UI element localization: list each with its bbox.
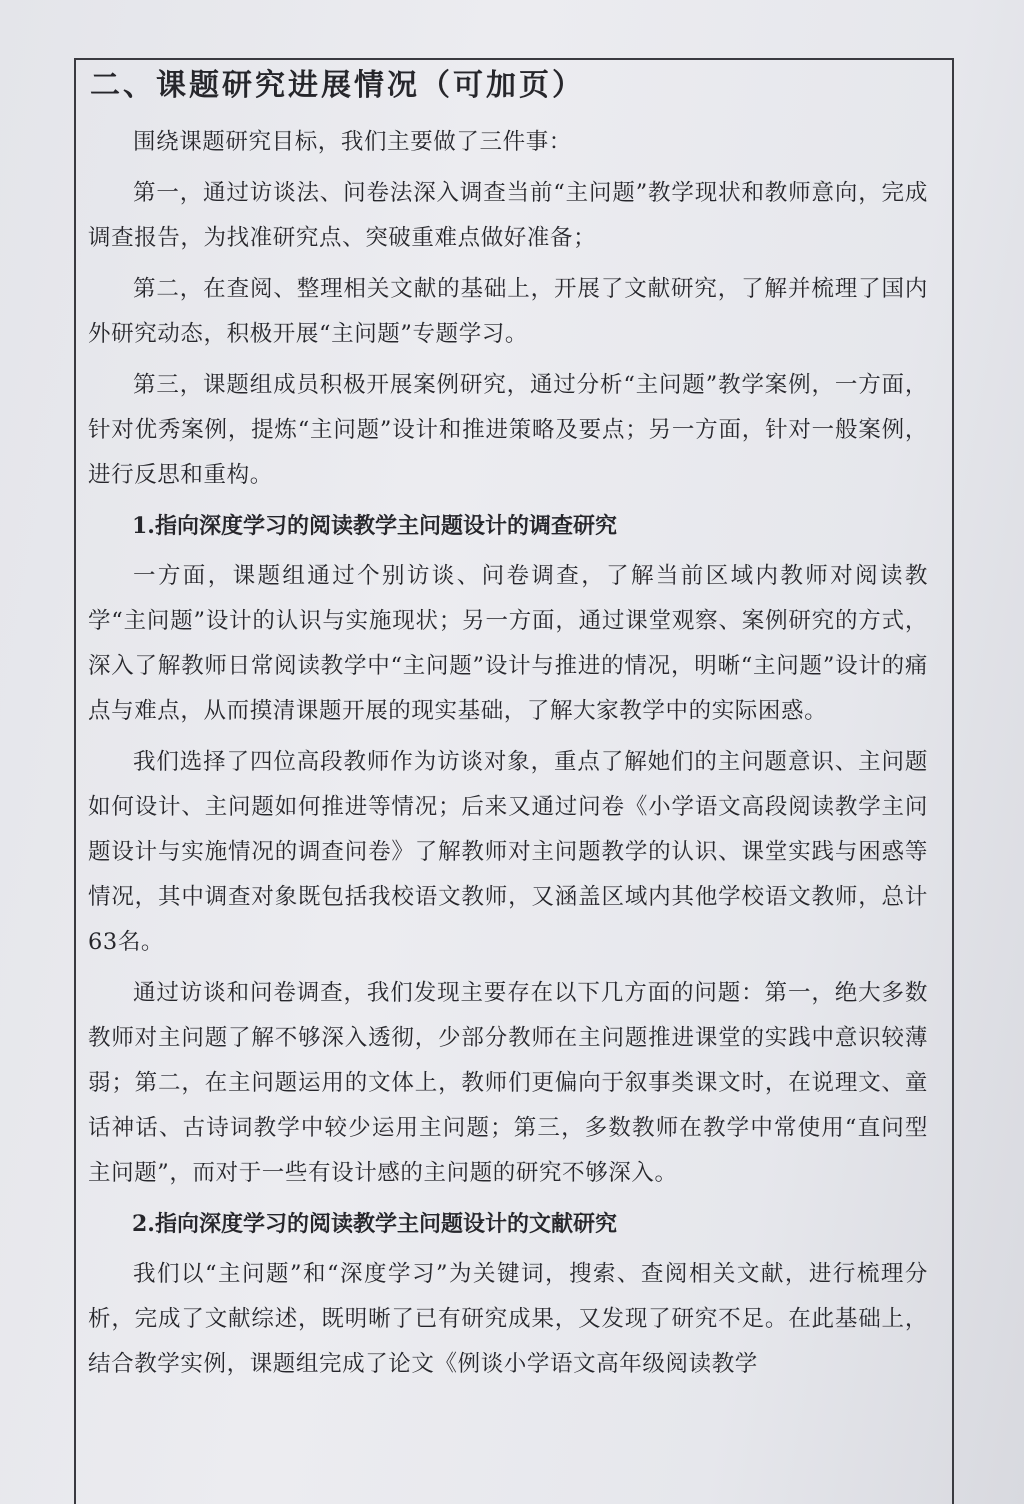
- subsection-2-paragraph: 我们以“主问题”和“深度学习”为关键词，搜索、查阅相关文献，进行梳理分析，完成了文献综述，既明晰了已有研究成果，又发现了研究不足。在此基础上，结合教学实例，课题组完成了论文《例谈小学语文高年级阅读教学: [88, 1261, 928, 1377]
- subsection-1-title: 1.指向深度学习的阅读教学主问题设计的调查研究: [132, 513, 617, 539]
- subsection-1-paragraph: 我们选择了四位高段教师作为访谈对象，重点了解她们的主问题意识、主问题如何设计、主问题如何推进等情况；后来又通过问卷《小学语文高段阅读教学主问题设计与实施情况的调查问卷》了解教师对主问题教学的认识、课堂实践与困惑等情况，其中调查对象既包括我校语文教师，又涵盖区域内其他学校语文教师，总计63名。: [88, 749, 928, 955]
- third-task-paragraph: 第三，课题组成员积极开展案例研究，通过分析“主问题”教学案例，一方面，针对优秀案例，提炼“主问题”设计和推进策略及要点；另一方面，针对一般案例，进行反思和重构。: [88, 372, 928, 488]
- intro-paragraph: 围绕课题研究目标，我们主要做了三件事：: [133, 129, 572, 155]
- subsection-1-paragraph: 一方面，课题组通过个别访谈、问卷调查，了解当前区域内教师对阅读教学“主问题”设计的认识与实施现状；另一方面，通过课堂观察、案例研究的方式，深入了解教师日常阅读教学中“主问题”设计与推进的情况，明晰“主问题”设计的痛点与难点，从而摸清课题开展的现实基础，了解大家教学中的实际困惑。: [88, 563, 928, 724]
- section-heading: 二、课题研究进展情况（可加页）: [90, 68, 585, 103]
- first-task-paragraph: 第一，通过访谈法、问卷法深入调查当前“主问题”教学现状和教师意向，完成调查报告，为找准研究点、突破重难点做好准备；: [88, 180, 928, 251]
- document-body: [88, 120, 928, 1393]
- table-frame: [74, 58, 954, 1504]
- subsection-1-paragraph: 通过访谈和问卷调查，我们发现主要存在以下几方面的问题：第一，绝大多数教师对主问题了解不够深入透彻，少部分教师在主问题推进课堂的实践中意识较薄弱；第二，在主问题运用的文体上，教师们更偏向于叙事类课文时，在说理文、童话神话、古诗词教学中较少运用主问题；第三，多数教师在教学中常使用“直问型主问题”，而对于一些有设计感的主问题的研究不够深入。: [88, 980, 928, 1186]
- second-task-paragraph: 第二，在查阅、整理相关文献的基础上，开展了文献研究，了解并梳理了国内外研究动态，积极开展“主问题”专题学习。: [88, 276, 928, 347]
- subsection-2-title: 2.指向深度学习的阅读教学主问题设计的文献研究: [132, 1211, 617, 1237]
